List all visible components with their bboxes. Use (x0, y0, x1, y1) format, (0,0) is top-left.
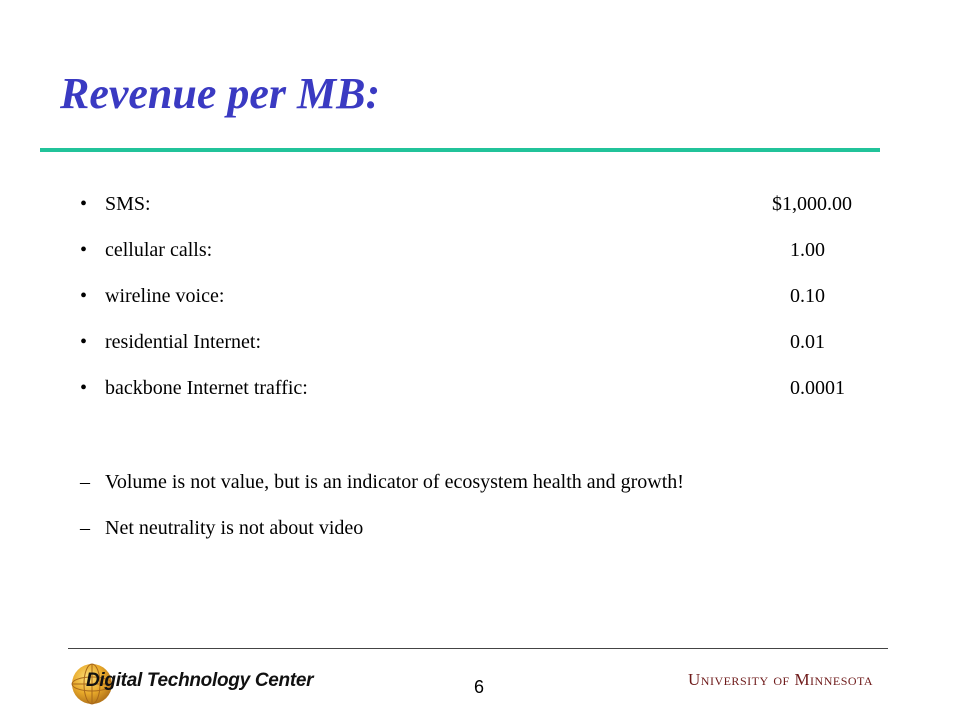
list-item (80, 236, 880, 282)
item-label: SMS: (105, 193, 151, 215)
item-label: cellular calls: (105, 239, 213, 261)
dtc-logo-text: Digital Technology Center (86, 670, 314, 691)
item-label: backbone Internet traffic: (105, 377, 308, 399)
bullet-marker: • (80, 285, 88, 307)
title-underline (40, 148, 880, 152)
list-item (80, 374, 880, 420)
list-item (80, 328, 880, 374)
list-item (80, 282, 880, 328)
footer-divider (68, 648, 888, 649)
note-text: Net neutrality is not about video (105, 517, 364, 539)
bullet-marker: • (80, 331, 88, 353)
item-value: 0.10 (790, 285, 825, 307)
item-label: residential Internet: (105, 331, 262, 353)
list-item (80, 190, 880, 236)
item-value: $1,000.00 (772, 193, 852, 215)
notes-list (80, 468, 900, 560)
item-value: 1.00 (790, 239, 825, 261)
item-value: 0.0001 (790, 377, 845, 399)
dash-marker: – (80, 517, 90, 539)
item-value: 0.01 (790, 331, 825, 353)
digital-technology-center-logo (70, 660, 314, 708)
bullet-marker: • (80, 377, 88, 399)
item-label: wireline voice: (105, 285, 225, 307)
note-text: Volume is not value, but is an indicator of ecosystem health and growth! (105, 471, 684, 493)
page-number: 6 (474, 677, 485, 697)
dash-marker: – (80, 471, 90, 493)
revenue-list (80, 190, 880, 420)
note-item (80, 468, 900, 514)
bullet-marker: • (80, 239, 88, 261)
slide-title: Revenue per MB: (60, 69, 381, 118)
bullet-marker: • (80, 193, 88, 215)
university-logo: University of Minnesota (688, 670, 874, 689)
note-item (80, 514, 900, 560)
